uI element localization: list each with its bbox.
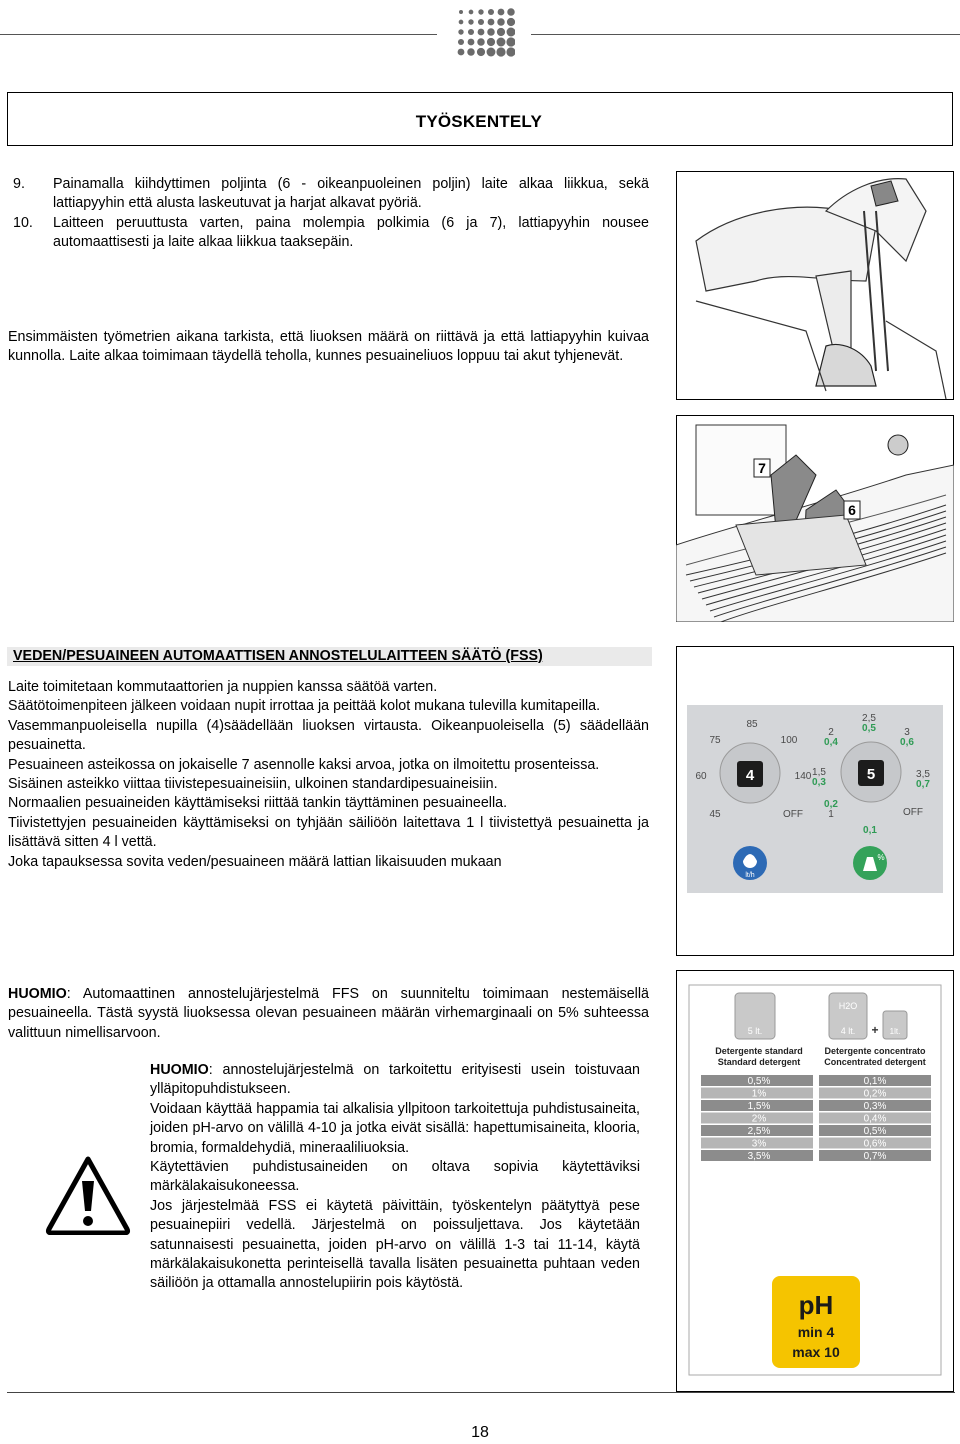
page-title: TYÖSKENTELY xyxy=(415,112,542,131)
huomio-label: HUOMIO xyxy=(8,986,67,1002)
detergent-outer-value: 1,5 xyxy=(812,767,826,778)
warning-icon xyxy=(45,1155,131,1235)
dilution-value: 0,1% xyxy=(863,1076,887,1087)
water-can-top-label: H2O xyxy=(838,1001,858,1011)
dilution-table xyxy=(677,971,953,1391)
detergent-knob-label: 5 xyxy=(866,766,876,783)
huomio-line: Jos järjestelmää FSS ei käytetä päivittäin, työskentelyn päätyttyä pese pesuainepiiri vedellä. Järjestelmä on poissuljettava. Jos käytetään satunnaisesti pesuainetta, joiden pH-arvo on välillä 1-3 tai 11-14, käytä märkälakaisukonetta perinteisellä tavalla lisäten pesuainetta puhtaan veden säiliöön ja ottamalla annostelupiirin pois käytöstä. xyxy=(150,1197,640,1292)
dilution-value: 0,6% xyxy=(863,1138,887,1150)
flow-unit-label: lt/h xyxy=(745,872,755,879)
detergent-outer-value: 2,5 xyxy=(862,713,876,724)
header-rule-left xyxy=(0,34,437,35)
fss-dial-panel xyxy=(677,647,953,955)
fss-line: Säätötoimenpiteen jälkeen voidaan nupit irrottaa ja peittää kolot mukana tulevilla kumitapeilla. xyxy=(8,698,601,715)
dilution-value: 3% xyxy=(751,1138,767,1150)
logo-dot xyxy=(488,9,494,15)
step-10 xyxy=(13,214,649,253)
logo-dot xyxy=(498,9,505,16)
ph-title: pH xyxy=(798,1290,834,1320)
detergent-inner-value: 0,1 xyxy=(863,825,877,836)
detergent-outer-value: 3,5 xyxy=(916,769,930,780)
pedals-drawing xyxy=(676,415,954,622)
detergent-outer-value: 3 xyxy=(904,727,910,738)
water-can-label: 4 lt. xyxy=(840,1026,856,1036)
percent-label: % xyxy=(877,853,885,862)
dilution-value: 0,5% xyxy=(747,1076,771,1087)
section-heading-text: VEDEN/PESUAINEEN AUTOMAATTISEN ANNOSTELULAITTEEN SÄÄTÖ (FSS) xyxy=(13,648,543,664)
logo-dot xyxy=(496,47,505,56)
header-concentrated: Detergente concentrato Concentrated detergent xyxy=(824,1046,926,1067)
dilution-value: 0,2% xyxy=(863,1088,887,1100)
fss-line: Normaalien pesuaineiden käyttämiseksi riittää tankin täyttäminen pesuaineella. xyxy=(8,795,508,812)
logo-dot xyxy=(458,29,463,34)
standard-can-label: 5 lt. xyxy=(747,1026,763,1036)
logo-dot xyxy=(507,28,515,37)
logo-dot xyxy=(468,39,475,46)
flow-scale-value: OFF xyxy=(783,809,803,820)
fss-line: Sisäinen asteikko viittaa tiivistepesuaineisiin, ulkoinen standardipesuaineisiin. xyxy=(8,776,498,793)
fss-line: Pesuaineen asteikossa on jokaiselle 7 asennolle kaksi arvoa, jotka on ilmoitettu prosenteissa. xyxy=(8,756,600,773)
fss-line: Joka tapauksessa sovita veden/pesuaineen määrä lattian likaisuuden mukaan xyxy=(8,853,502,870)
pedal-7-label: 7 xyxy=(758,460,766,476)
detergent-inner-value: 0,2 xyxy=(824,799,838,810)
step-number: 9. xyxy=(13,176,25,192)
intro-paragraph: Ensimmäisten työmetrien aikana tarkista, että liuoksen määrä on riittävä ja että lattiapyyhin kuivaa kunnolla. Laite alkaa toimimaan täydellä teholla, kunnes pesuaineliuos loppuu tai akut tyhjenevät. xyxy=(8,329,649,365)
logo-dot xyxy=(506,47,515,56)
logo-dot xyxy=(478,9,483,14)
huomio-line xyxy=(150,1061,640,1100)
dilution-value: 2,5% xyxy=(747,1126,771,1137)
logo-dot xyxy=(497,38,506,47)
dilution-value: 1% xyxy=(751,1088,767,1100)
concentrate-can-label: 1lt. xyxy=(889,1027,901,1036)
dilution-value: 0,4% xyxy=(863,1113,887,1125)
logo-dot xyxy=(487,38,495,46)
dilution-value: 2% xyxy=(751,1113,767,1125)
detergent-outer-value: OFF xyxy=(903,807,923,818)
foot-pedal-drawing xyxy=(676,171,954,400)
title-box xyxy=(7,92,953,146)
dilution-value: 1,5% xyxy=(747,1101,771,1112)
footer-rule xyxy=(7,1392,955,1393)
ph-max: max 10 xyxy=(792,1344,840,1360)
dilution-table-frame xyxy=(676,970,954,1392)
step-number: 10. xyxy=(13,215,33,231)
logo-dot xyxy=(459,20,464,25)
logo-dot xyxy=(478,29,485,36)
huomio-note-2 xyxy=(150,1061,640,1294)
detergent-inner-value: 0,7 xyxy=(916,779,930,790)
operator-foot-illustration xyxy=(676,171,954,400)
logo-dot xyxy=(467,48,475,56)
logo-dot xyxy=(469,10,474,15)
logo-dot xyxy=(477,48,485,56)
fss-instructions xyxy=(8,678,649,872)
huomio-line: Käytettävien puhdistusaineiden on oltava sopivia käytettäviksi märkälakaisukoneessa. xyxy=(150,1159,640,1195)
dilution-value: 0,5% xyxy=(863,1126,887,1137)
step-text: Laitteen peruuttusta varten, paina molempia polkimia (6 ja 7), lattiapyyhin nousee automaattisesti ja laite alkaa liikkua taaksepäin. xyxy=(53,215,649,251)
header-standard: Detergente standard Standard detergent xyxy=(715,1046,803,1067)
flow-scale-value: 100 xyxy=(780,735,798,746)
logo-dot xyxy=(468,29,474,35)
step-9 xyxy=(13,175,649,214)
detergent-inner-value: 0,6 xyxy=(900,737,914,748)
section-heading-fss xyxy=(7,647,652,666)
logo-dot xyxy=(458,39,464,45)
flow-scale-value: 45 xyxy=(709,809,721,820)
logo-dot xyxy=(507,18,515,26)
flow-scale-value: 85 xyxy=(746,719,758,730)
huomio-line: Voidaan käyttää happamia tai alkalisia yllpitoon tarkoitettuja puhdistusaineita, joiden pH-arvo on välillä 4-10 ja jotka eivät sisällä: hapettumisaineita, klooria, bromia, formaldehydiä, mineraaliliuoksia. xyxy=(150,1100,640,1156)
logo-dot xyxy=(488,19,495,26)
fss-line: Vasemmanpuoleisella nupilla (4)säädellään liuoksen virtausta. Oikeanpuoleisella (5) säädellään pesuainetta. xyxy=(8,717,649,754)
logo-dot xyxy=(468,19,473,24)
flow-knob-label: 4 xyxy=(745,767,755,784)
huomio-note-1 xyxy=(8,985,649,1043)
detergent-outer-value: 2 xyxy=(828,727,834,738)
step-text: Painamalla kiihdyttimen poljinta (6 - oikeanpuoleinen poljin) laite alkaa liikkua, sekä lattiapyyhin että alusta laskeutuvat ja harjat alkavat pyöriä. xyxy=(53,176,649,212)
logo-dot xyxy=(506,37,515,46)
detergent-inner-value: 0,3 xyxy=(812,777,826,788)
pedal-6-label: 6 xyxy=(848,502,856,518)
page-number: 18 xyxy=(471,1424,489,1441)
fss-line: Laite toimitetaan kommutaattorien ja nuppien kanssa säätöä varten. xyxy=(8,679,438,695)
flow-scale-value: 60 xyxy=(695,771,707,782)
detergent-outer-value: 1 xyxy=(828,809,834,820)
logo-dot xyxy=(487,28,495,36)
huomio-text: : annostelujärjestelmä on tarkoitettu erityisesti usein toistuvaan ylläpitopuhdistukseen. xyxy=(150,1062,640,1098)
dilution-value: 3,5% xyxy=(747,1151,771,1162)
manufacturer-logo xyxy=(455,6,515,58)
logo-dot xyxy=(478,19,484,25)
logo-dot xyxy=(459,10,463,14)
logo-dot xyxy=(497,28,505,36)
logo-dot xyxy=(458,49,465,56)
fss-dial-panel-frame xyxy=(676,646,954,956)
huomio-text: : Automaattinen annostelujärjestelmä FFS on suunniteltu toimimaan nestemäisellä pesuaineella. Tästä syystä liuoksessa olevan pesuaineen määrän virhemarginaali on 5% suhteessa valittuun nimellisarvoon. xyxy=(8,986,649,1041)
flow-scale-value: 140 xyxy=(794,771,812,782)
pedals-illustration xyxy=(676,415,954,622)
ph-min: min 4 xyxy=(797,1324,835,1340)
flow-scale-value: 75 xyxy=(709,735,721,746)
fss-line: Tiivistettyjen pesuaineiden käyttämiseksi on tyhjään säiliöön laitettava 1 l tiivistettyä pesuainetta ja lisättävä sitten 4 l vettä. xyxy=(8,814,649,851)
dilution-value: 0,7% xyxy=(863,1151,887,1162)
logo-dot xyxy=(497,18,505,26)
logo-dot xyxy=(487,48,496,57)
logo-dot xyxy=(477,38,485,46)
detergent-inner-value: 0,5 xyxy=(862,723,876,734)
huomio-label: HUOMIO xyxy=(150,1062,209,1078)
dilution-value: 0,3% xyxy=(863,1101,887,1112)
header-rule-right xyxy=(531,34,960,35)
plus-sign: + xyxy=(871,1023,879,1037)
detergent-inner-value: 0,4 xyxy=(824,737,838,748)
logo-dot xyxy=(507,8,515,16)
